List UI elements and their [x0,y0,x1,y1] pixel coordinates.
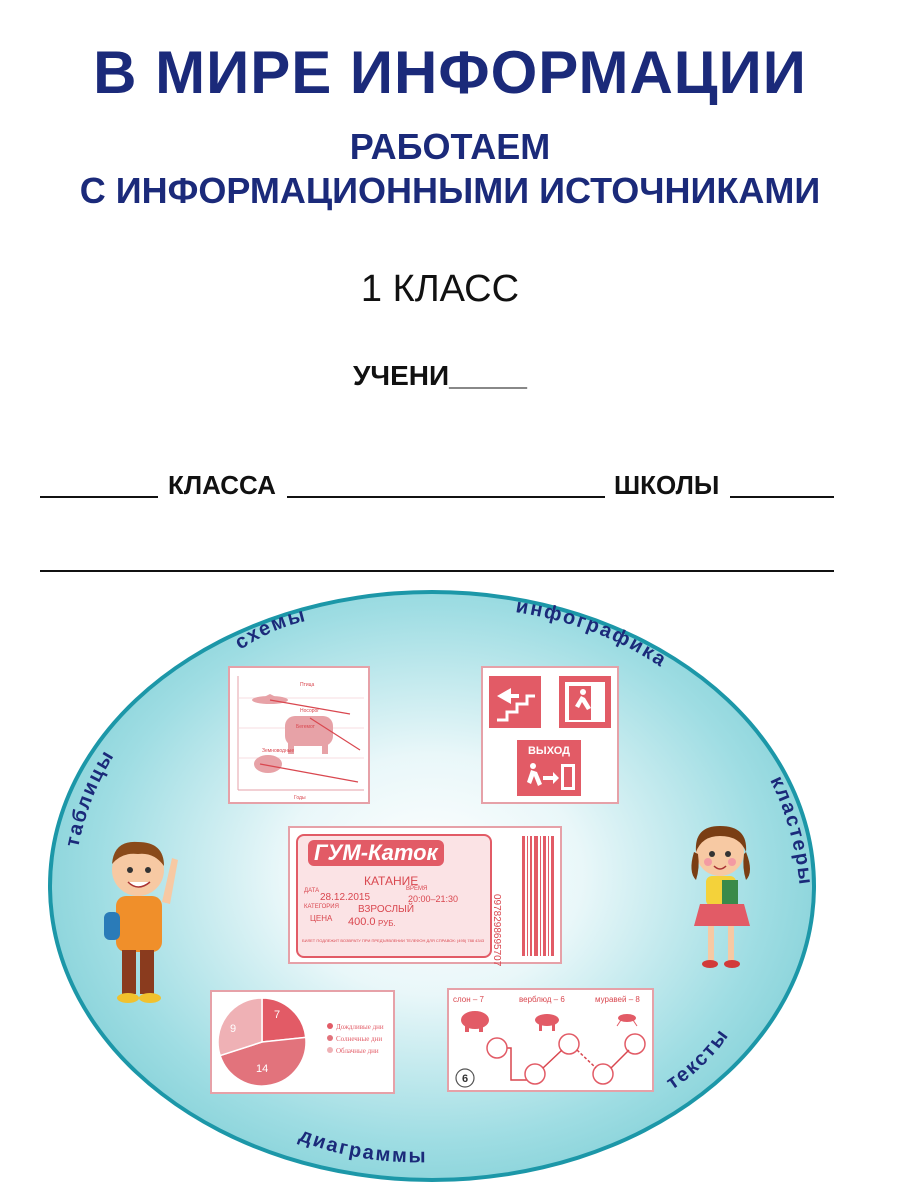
class-label: КЛАССА [168,470,276,500]
ticket-time-label: ВРЕМЯ [406,886,428,892]
signs-graphics [483,668,617,802]
pie-slice-0 [262,998,306,1042]
label-diagrams: диаграммы [296,1124,428,1168]
pie-value-0: 7 [274,1009,281,1021]
ticket-price-label: ЦЕНА [310,914,333,923]
animal-item-2: муравей – 8 [595,995,640,1004]
ticket-card [288,826,562,967]
pie-value-1: 14 [256,1063,269,1075]
pupil-label: УЧЕНИ_____ [353,360,527,391]
animal-item-0: слон – 7 [453,995,484,1004]
subtitle-line-1: РАБОТАЕМ [349,126,551,167]
legend-dot-2 [327,1047,333,1053]
legend-dot-0 [327,1023,333,1029]
rhino-shape [285,716,333,746]
ticket-price: 400.0 [348,916,376,928]
ticket-category-label: КАТЕГОРИЯ [304,904,339,910]
animals-card [447,988,654,1092]
legend-0: Дождливые дни [336,1023,384,1031]
stairs-sign-icon [489,676,541,728]
boy-backpack [104,912,120,940]
ticket-category: ВЗРОСЛЫЙ [358,904,415,915]
girl-illustration [688,822,760,974]
boy-illustration [98,838,180,1008]
page-title: В МИРЕ ИНФОРМАЦИИ [93,39,807,106]
chart-label-1: Носорог [300,708,320,714]
label-schemes: схемы [231,603,310,655]
label-clusters: кластеры [765,772,817,888]
ticket-brand: ГУМ-Каток [308,840,444,866]
chart-label-3: Земноводные [262,748,295,754]
school-label: ШКОЛЫ [614,470,720,500]
animals-graphic [449,990,652,1090]
legend-1: Солнечные дни [336,1035,383,1043]
ticket-date: 28.12.2015 [320,892,371,903]
pie-chart [212,992,393,1092]
pie-value-2: 9 [230,1023,237,1035]
ticket-footer: БИЛЕТ ПОДЛЕЖИТ ВОЗВРАТУ ПРИ ПРЕДЪЯВЛЕНИИ ТЕЛЕФОН ДЛЯ СПРАВОК: (495) 788 4343 [302,938,485,943]
ticket-barcode-number: 0978298695707 [491,894,502,967]
exit-sign-label: ВЫХОД [527,745,571,757]
ticket-activity: КАТАНИЕ [364,874,419,888]
frog-shape [254,755,282,773]
chart-label-2: Бегемот [296,724,315,730]
ticket-date-label: ДАТА [304,888,320,894]
animal-item-1: верблюд – 6 [519,995,565,1004]
ticket-time: 20:00–21:30 [408,894,459,904]
chart-xlabel: Годы [294,795,306,801]
ticket-currency: РУБ. [378,919,396,928]
animal-chart [230,668,368,802]
legend-2: Облачные дни [336,1047,379,1055]
subtitle-line-2: С ИНФОРМАЦИОННЫМИ ИСТОЧНИКАМИ [79,170,821,211]
label-texts: тексты [662,1024,734,1095]
label-infographics: инфографика [514,595,672,673]
camel-icon [535,1014,559,1026]
path-node-1 [487,1038,507,1058]
girl-books [722,880,738,904]
chart-label-0: Птица [300,682,315,688]
chart-card [228,666,370,804]
path-node-2 [525,1064,545,1084]
pie-card [210,990,395,1094]
boy-shirt [116,896,162,952]
signs-card [481,666,619,804]
label-tables: таблицы [61,745,120,849]
barcode-icon [522,836,556,956]
grade-label: 1 КЛАСС [360,268,520,310]
girl-skirt [694,904,750,926]
start-number: 6 [461,1073,469,1085]
legend-dot-1 [327,1035,333,1041]
